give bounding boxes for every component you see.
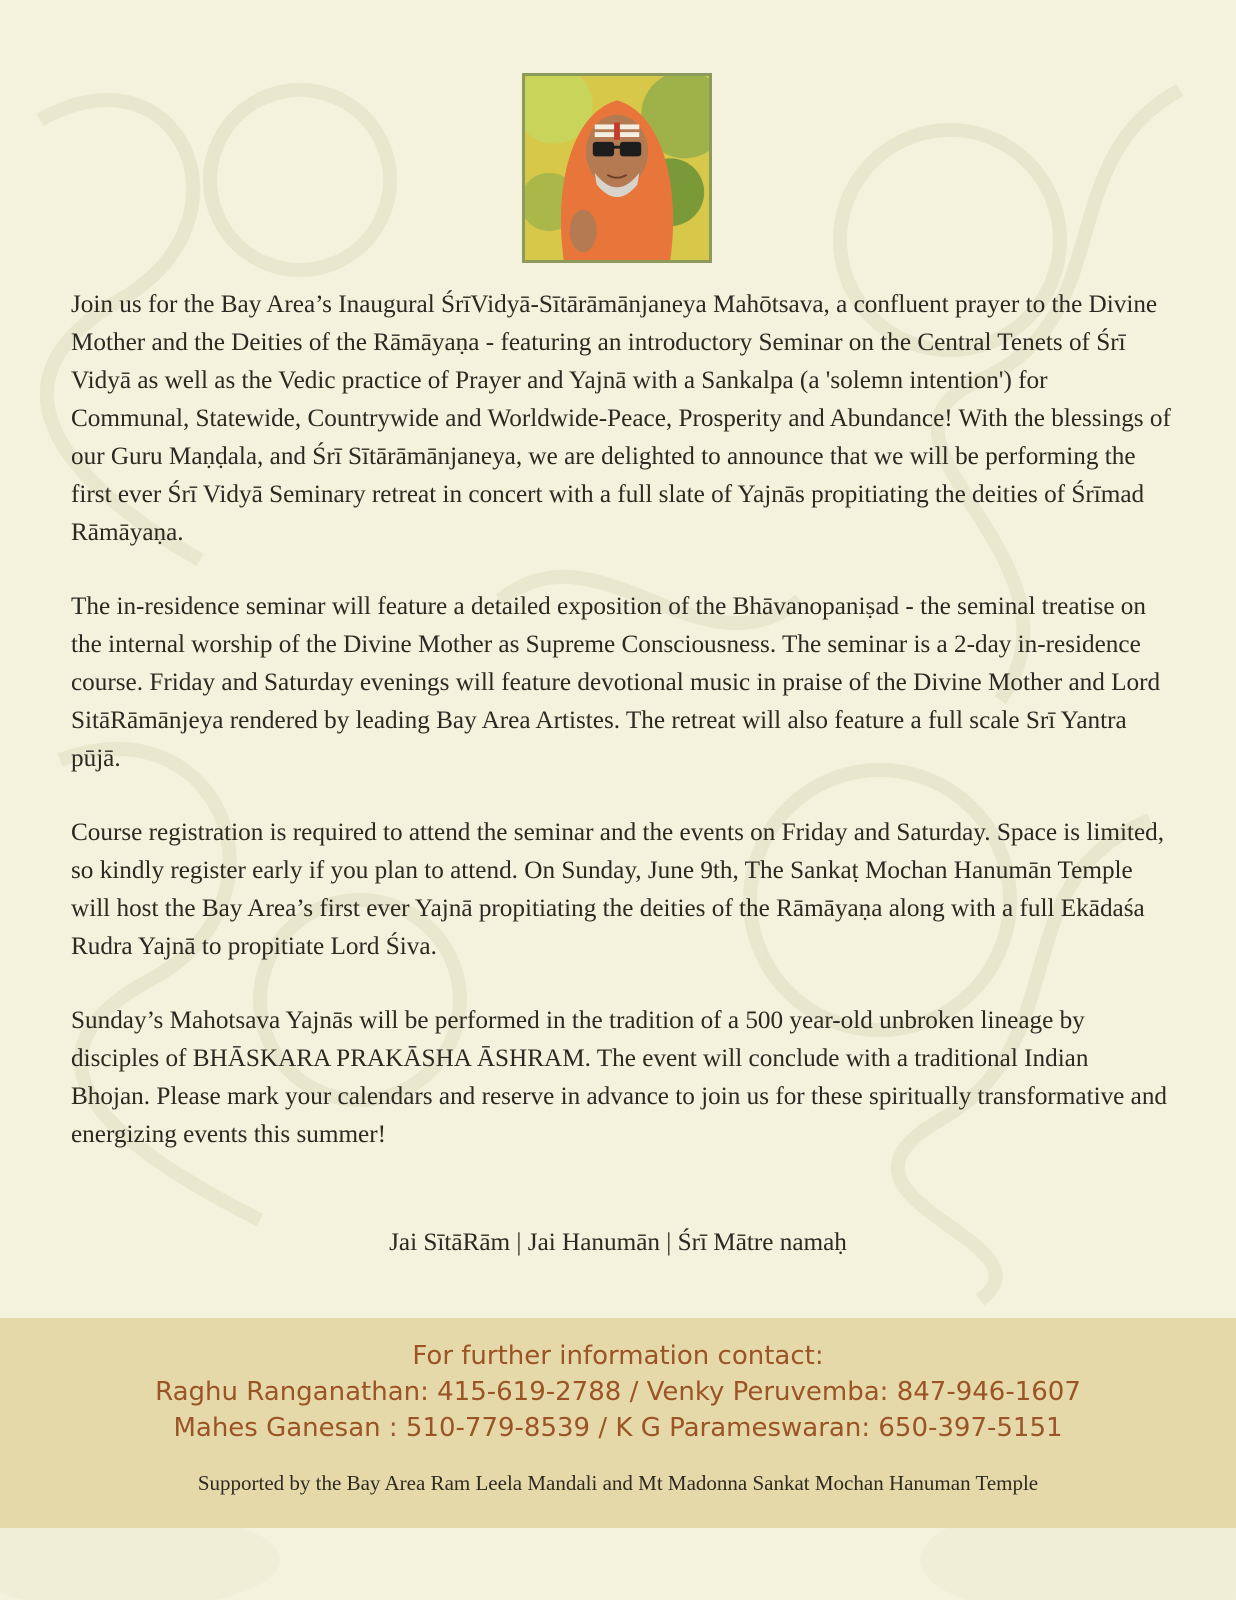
- guru-portrait: [522, 73, 712, 263]
- intro-paragraph: Join us for the Bay Area’s Inaugural ŚrīVidyā-Sītārāmānjaneya Mahōtsava, a confluent prayer to the Divine Mother and the Deities of the Rāmāyaṇa - featuring an introductory Seminar on the Central Tenets of Śrī Vidyā as well as the Vedic practice of Prayer and Yajnā with a Sankalpa (a 'solemn intention') for Communal, Statewide, Countrywide and Worldwide-Peace, Prosperity and Abundance! With the blessings of our Guru Maṇḍala, and Śrī Sītārāmānjaneya, we are delighted to announce that we will be performing the first ever Śrī Vidyā Seminary retreat in concert with a full slate of Yajnās propitiating the deities of Śrīmad Rāmāyaṇa.: [71, 291, 1171, 546]
- guru-portrait-illustration: [525, 76, 709, 260]
- registration-paragraph: Course registration is required to attend the seminar and the events on Friday and Saturday. Space is limited, so kindly register early if you plan to attend. On Sunday, June 9th, The Sankaṭ Mochan Hanumān Temple will host the Bay Area’s first ever Yajnā propitiating the deities of the Rāmāyaṇa along with a full Ekādaśa Rudra Yajnā to propitiate Lord Śiva.: [71, 819, 1165, 960]
- closing-salutation: Jai SītāRām | Jai Hanumān | Śrī Mātre namaḥ: [389, 1229, 847, 1256]
- description-body: [71, 286, 1171, 1190]
- contact-heading: For further information contact:: [412, 1341, 824, 1371]
- mahotsava-paragraph: Sunday’s Mahotsava Yajnās will be performed in the tradition of a 500 year-old unbroken lineage by disciples of BHĀSKARA PRAKĀSHA ĀSHRAM. The event will conclude with a traditional Indian Bhojan. Please mark your calendars and reserve in advance to join us for these spiritually transformative and energizing events this summer!: [71, 1007, 1168, 1148]
- contact-line-2: Mahes Ganesan : 510-779-8539 / K G Parameswaran: 650-397-5151: [173, 1413, 1063, 1443]
- contact-section: [0, 1318, 1236, 1528]
- supporters-line: Supported by the Bay Area Ram Leela Mandali and Mt Madonna Sankat Mochan Hanuman Temple: [197, 1471, 1039, 1495]
- contact-line-1: Raghu Ranganathan: 415-619-2788 / Venky Peruvemba: 847-946-1607: [155, 1377, 1081, 1407]
- seminar-paragraph: The in-residence seminar will feature a detailed exposition of the Bhāvanopaniṣad - the seminal treatise on the internal worship of the Divine Mother as Supreme Consciousness. The seminar is a 2-day in-residence course. Friday and Saturday evenings will feature devotional music in praise of the Divine Mother and Lord SitāRāmānjeya rendered by leading Bay Area Artistes. The retreat will also feature a full scale Srī Yantra pūjā.: [71, 593, 1161, 772]
